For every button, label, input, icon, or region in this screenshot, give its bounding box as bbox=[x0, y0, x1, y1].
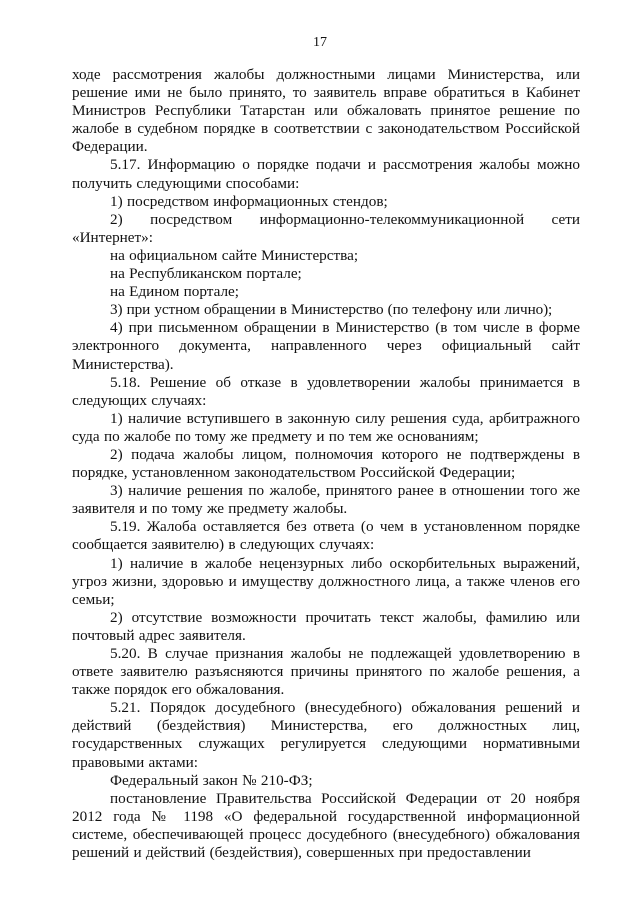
list-subitem-republican-portal: на Республиканском портале; bbox=[110, 265, 302, 283]
list-item-internet: 2) посредством информационно-телекоммуникационной сети «Интернет»: bbox=[72, 210, 580, 246]
list-item-oral-appeal: 3) при устном обращении в Министерство (по телефону или лично); bbox=[110, 301, 553, 319]
list-item-stands: 1) посредством информационных стендов; bbox=[110, 192, 388, 210]
paragraph-5-20: 5.20. В случае признания жалобы не подлежащей удовлетворению в ответе заявителю разъясняются причины принятого по жалобе решения, а также порядок его обжалования. bbox=[72, 645, 580, 699]
list-subitem-unified-portal: на Едином портале; bbox=[110, 283, 239, 301]
paragraph-appeal-continuation: ходе рассмотрения жалобы должностными лицами Министерства, или решение ими не было принято, то заявитель вправе обратиться в Кабинет Министров Республики Татарстан или обжаловать принятое решение по жалобе в судебном порядке в соответствии с законодательством Российской Федерации. bbox=[72, 66, 580, 156]
paragraph-5-19: 5.19. Жалоба оставляется без ответа (о чем в установленном порядке сообщается заявителю) в следующих случаях: bbox=[72, 518, 580, 554]
list-item-unconfirmed-authority: 2) подача жалобы лицом, полномочия которого не подтверждены в порядке, установленном законодательством Российской Федерации; bbox=[72, 445, 580, 482]
paragraph-5-18: 5.18. Решение об отказе в удовлетворении жалобы принимается в следующих случаях: bbox=[72, 373, 580, 409]
paragraph-5-21: 5.21. Порядок досудебного (внесудебного) обжалования решений и действий (бездействия) Министерства, его должностных лиц, государственных служащих регулируется следующими нормативными правовыми актами: bbox=[72, 699, 580, 771]
list-item-court-decision: 1) наличие вступившего в законную силу решения суда, арбитражного суда по жалобе по тому же предмету и по тем же основаниям; bbox=[72, 409, 580, 445]
list-item-federal-law: Федеральный закон № 210-ФЗ; bbox=[110, 771, 313, 789]
list-item-obscene-content: 1) наличие в жалобе нецензурных либо оскорбительных выражений, угроз жизни, здоровью и имуществу должностного лица, а также членов его семьи; bbox=[72, 554, 580, 608]
document-body bbox=[72, 66, 580, 862]
list-item-written-appeal: 4) при письменном обращении в Министерство (в том числе в форме электронного документа, направленного через официальный сайт Министерства). bbox=[72, 319, 580, 373]
list-subitem-official-site: на официальном сайте Министерства; bbox=[110, 246, 359, 264]
list-item-unreadable: 2) отсутствие возможности прочитать текст жалобы, фамилию или почтовый адрес заявителя. bbox=[72, 608, 580, 644]
page-number: 17 bbox=[313, 35, 327, 50]
paragraph-5-17: 5.17. Информацию о порядке подачи и рассмотрения жалобы можно получить следующими способами: bbox=[72, 156, 580, 192]
list-item-prior-decision: 3) наличие решения по жалобе, принятого ранее в отношении того же заявителя и по тому же предмету жалобы. bbox=[72, 482, 580, 518]
list-item-government-resolution: постановление Правительства Российской Федерации от 20 ноября 2012 года № 1198 «О федеральной государственной информационной системе, обеспечивающей процесс досудебного (внесудебного) обжалования решений и действий (бездействия), совершенных при предоставлении bbox=[72, 789, 580, 862]
